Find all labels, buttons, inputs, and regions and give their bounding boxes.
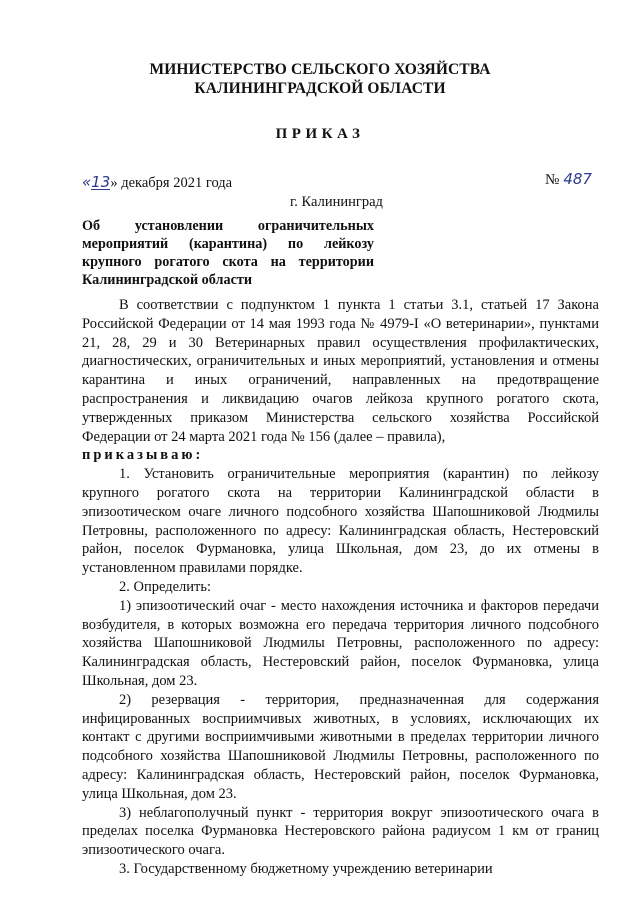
order-body	[82, 296, 599, 879]
date-month-year: декабря 2021 года	[121, 175, 233, 191]
item-2-2-paragraph: 2) резервация - территория, предназначенная для содержания инфицированных восприимчивых животных, в условиях, исключающих их контакт с другими восприимчивыми животными в пределах территории личного подсобного хозяйства Шапошниковой Людмилы Петровны, расположенного по адресу: Калининградская область, Нестеровский район, поселок Фурмановка, улица Школьная, дом 23.	[82, 691, 599, 802]
number-label: №	[545, 172, 560, 188]
number-value: 487	[563, 170, 592, 188]
item-3-paragraph: 3. Государственному бюджетному учреждению ветеринарии	[119, 860, 493, 877]
date-open-quote: «	[82, 173, 92, 191]
order-subject: Об установлении ограничительных мероприятий (карантина) по лейкозу крупного рогатого скота на территории Калининградской области	[82, 218, 374, 288]
decree-word: приказываю:	[82, 447, 204, 464]
ministry-header	[0, 60, 640, 98]
date-close-quote: »	[110, 175, 118, 191]
order-date	[82, 173, 232, 192]
order-number	[545, 170, 592, 189]
preamble-paragraph: В соответствии с подпунктом 1 пункта 1 статьи 3.1, статьей 17 Закона Российской Федерации от 14 мая 1993 года № 4979-I «О ветеринарии», пунктами 21, 28, 29 и 30 Ветеринарных правил осуществления профилактических, диагностических, ограничительных и иных мероприятий, установления и отмены карантина и иных ограничений, направленных на предотвращение распространения и ликвидацию очагов лейкоза крупного рогатого скота, утвержденных приказом Министерства сельского хозяйства Российской Федерации от 24 марта 2021 года № 156 (далее – правила),	[82, 297, 599, 445]
item-2-1-paragraph: 1) эпизоотический очаг - место нахождения источника и факторов передачи возбудителя, в которых возможна его передача территория личного подсобного хозяйства Шапошниковой Людмилы Петровны, расположенного по адресу: Калининградская область, Нестеровский район, поселок Фурмановка, улица Школьная, дом 23.	[82, 597, 599, 689]
item-2-3-paragraph: 3) неблагополучный пункт - территория вокруг эпизоотического очага в пределах поселка Фурмановка Нестеровского района радиусом 1 км от границ эпизоотического очага.	[82, 804, 599, 859]
item-2-paragraph: 2. Определить:	[119, 578, 212, 595]
ministry-name-line1: МИНИСТЕРСТВО СЕЛЬСКОГО ХОЗЯЙСТВА	[149, 61, 491, 78]
item-1-paragraph: 1. Установить ограничительные мероприятия (карантин) по лейкозу крупного рогатого скота на территории Калининградской области в эпизоотическом очаге личного подсобного хозяйства Шапошниковой Людмилы Петровны, расположенного по адресу: Калининградская область, Нестеровский район, поселок Фурмановка, улица Школьная, дом 23, до их отмены в установленном правилами порядке.	[82, 466, 599, 577]
city: г. Калининград	[290, 194, 383, 210]
date-day: 13	[91, 173, 111, 191]
document-type-title: ПРИКАЗ	[275, 126, 365, 142]
ministry-name-line2: КАЛИНИНГРАДСКОЙ ОБЛАСТИ	[194, 80, 446, 97]
